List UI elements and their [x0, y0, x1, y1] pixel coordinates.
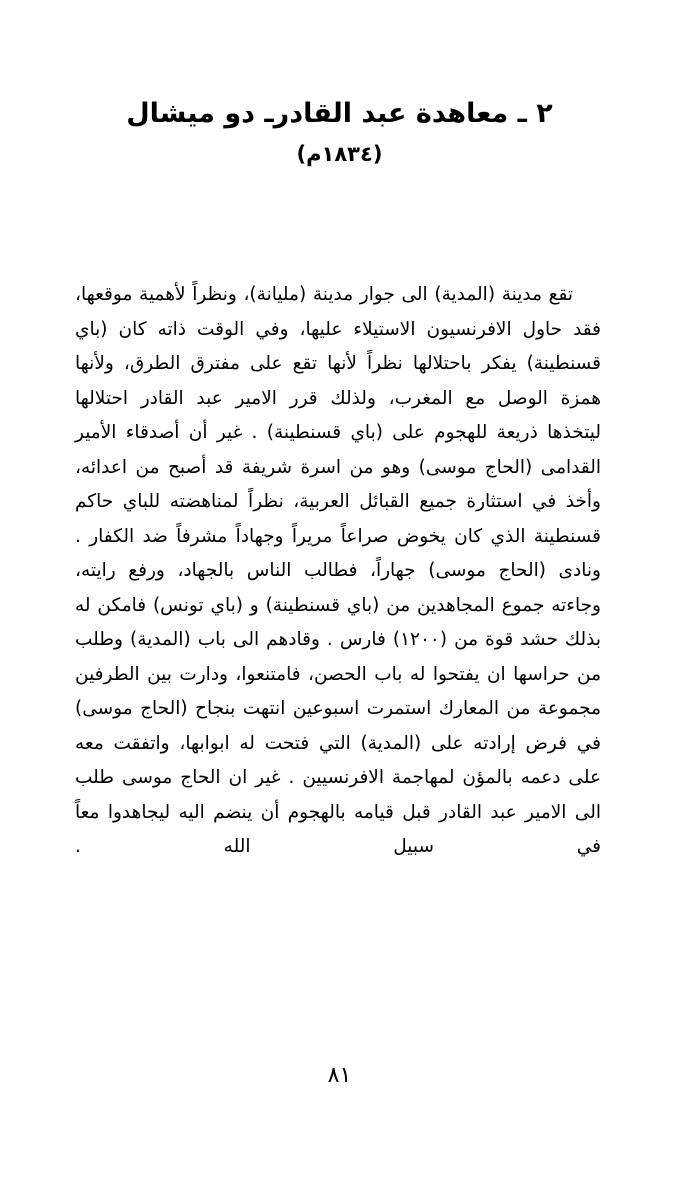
page-number: ٨١	[327, 1063, 352, 1088]
page-title: ٢ ـ معاهدة عبد القادرـ دو ميشال	[126, 98, 553, 129]
body-paragraph: تقع مدينة (المدية) الى جوار مدينة (مليانة)، ونظراً لأهمية موقعها، فقد حاول الافرنسيون الاستيلاء عليها، وفي الوقت ذاته كان (باي قسنطينة) يفكر باحتلالها نظراً لأنها تقع على مفترق الطرق، ولأنها همزة الوصل مع المغرب، ولذلك قرر الامير عبد القادر احتلالها ليتخذها ذريعة للهجوم على (باي قسنطينة) . غير أن أصدقاء الأمير القدامى (الحاج موسى) وهو من اسرة شريفة قد أصبح من اعدائه، وأخذ في استثارة جميع القبائل العربية، نظراً لمناهضته للباي حاكم قسنطينة الذي كان يخوض صراعاً مريراً وجهاداً مشرفاً ضد الكفار . ونادى (الحاج موسى) جهاراً، فطالب الناس بالجهاد، ورفع رايته، وجاءته جموع المجاهدين من (باي قسنطينة) و (باي تونس) فامكن له بذلك حشد قوة من (١٢٠٠) فارس . وقادهم الى باب (المدية) وطلب من حراسها ان يفتحوا له باب الحصن، فامتنعوا، ودارت بين الطرفين مجموعة من المعارك استمرت اسبوعين انتهت بنجاح (الحاج موسى) في فرض إرادته على (المدية) التي فتحت له ابوابها، واتفقت معه على دعمه بالمؤن لمهاجمة الافرنسيين . غير ان الحاج موسى طلب الى الامير عبد القادر قبل قيامه بالهجوم أن ينضم اليه ليجاهدوا معاً في سبيل الله .	[75, 284, 601, 858]
page-subtitle: (١٨٣٤م)	[296, 142, 383, 167]
title-block	[0, 96, 679, 166]
body-text-block	[0, 278, 679, 865]
document-page	[0, 96, 679, 1192]
